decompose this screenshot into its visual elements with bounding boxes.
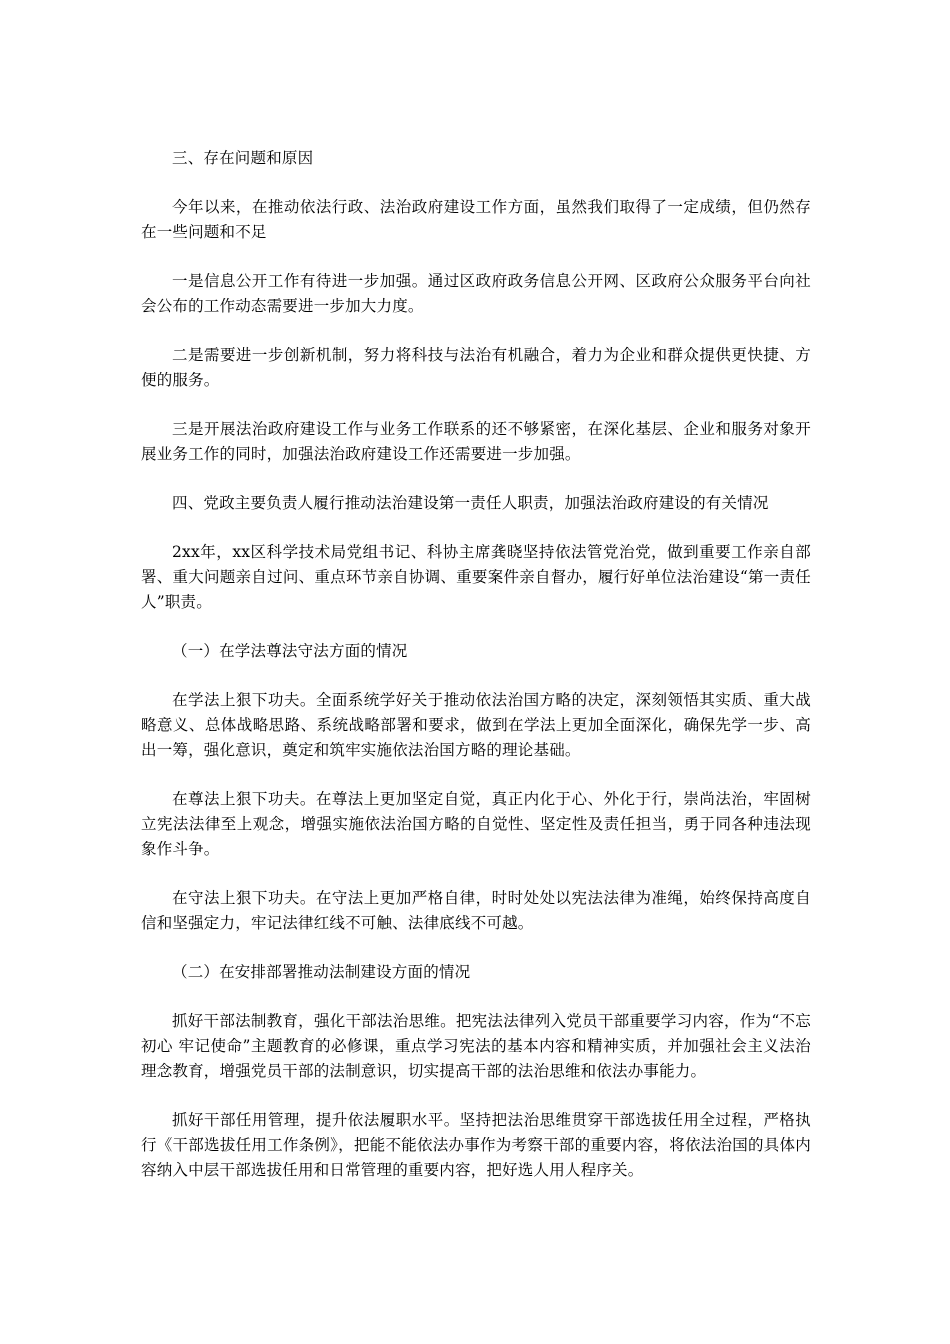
paragraph-study-law: 在学法上狠下功夫。全面系统学好关于推动依法治国方略的决定，深刻领悟其实质、重大战略意义、总体战略思路、系统战略部署和要求，做到在学法上更加全面深化，确保先学一步、高出一筹，强化意识，奠定和筑牢实施依法治国方略的理论基础。 bbox=[141, 691, 811, 759]
paragraph-abide-law: 在守法上狠下功夫。在守法上更加严格自律，时时处处以宪法法律为准绳，始终保持高度自信和坚强定力，牢记法律红线不可触、法律底线不可越。 bbox=[141, 889, 811, 932]
paragraph-cadre-management: 抓好干部任用管理，提升依法履职水平。坚持把法治思维贯穿干部选拔任用全过程，严格执行《干部选拔任用工作条例》，把能不能依法办事作为考察干部的重要内容，将依法治国的具体内容纳入中层干部选拔任用和日常管理的重要内容，把好选人用人程序关。 bbox=[141, 1111, 811, 1179]
paragraph-problem-one: 一是信息公开工作有待进一步加强。通过区政府政务信息公开网、区政府公众服务平台向社会公布的工作动态需要进一步加大力度。 bbox=[141, 272, 811, 315]
paragraph-intro-problems: 今年以来，在推动依法行政、法治政府建设工作方面，虽然我们取得了一定成绩，但仍然存在一些问题和不足 bbox=[141, 198, 811, 241]
paragraph-problem-three: 三是开展法治政府建设工作与业务工作联系的还不够紧密，在深化基层、企业和服务对象开展业务工作的同时，加强法治政府建设工作还需要进一步加强。 bbox=[141, 420, 811, 463]
subheading-study-law: （一）在学法尊法守法方面的情况 bbox=[172, 642, 408, 660]
paragraph-cadre-education: 抓好干部法制教育，强化干部法治思维。把宪法法律列入党员干部重要学习内容，作为“不忘初心 牢记使命”主题教育的必修课，重点学习宪法的基本内容和精神实质，并加强社会主义法治理念教育，增强党员干部的法制意识，切实提高干部的法治思维和依法办事能力。 bbox=[141, 1012, 811, 1080]
subheading-deployment: （二）在安排部署推动法制建设方面的情况 bbox=[172, 963, 471, 981]
paragraph-respect-law: 在尊法上狠下功夫。在尊法上更加坚定自觉，真正内化于心、外化于行，崇尚法治，牢固树立宪法法律至上观念，增强实施依法治国方略的自觉性、坚定性及责任担当，勇于同各种违法现象作斗争。 bbox=[141, 790, 811, 858]
document-body bbox=[141, 146, 811, 1207]
section-heading-problems: 三、存在问题和原因 bbox=[172, 149, 314, 167]
paragraph-problem-two: 二是需要进一步创新机制，努力将科技与法治有机融合，着力为企业和群众提供更快捷、方便的服务。 bbox=[141, 346, 811, 389]
section-heading-responsibility: 四、党政主要负责人履行推动法治建设第一责任人职责，加强法治政府建设的有关情况 bbox=[172, 494, 769, 512]
paragraph-responsibility-summary: 2xx年，xx区科学技术局党组书记、科协主席龚晓坚持依法管党治党，做到重要工作亲自部署、重大问题亲自过问、重点环节亲自协调、重要案件亲自督办，履行好单位法治建设“第一责任人”职责。 bbox=[141, 543, 811, 611]
